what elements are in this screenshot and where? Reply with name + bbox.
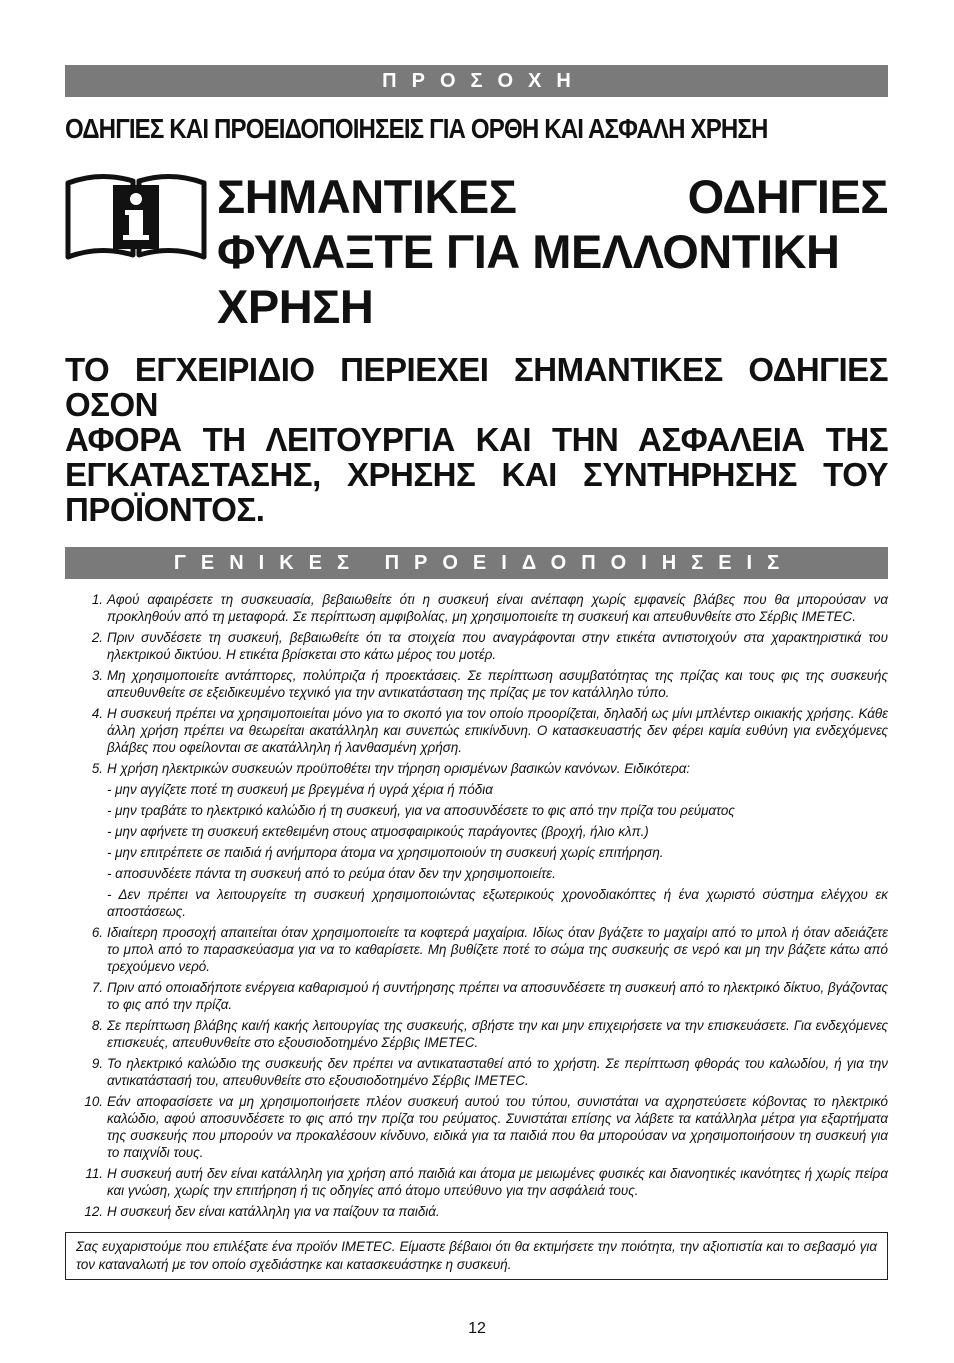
rule-item: - μην τραβάτε το ηλεκτρικό καλώδιο ή τη συσκευή, για να αποσυνδέσετε το φις από την πρίζα του ρεύματος — [107, 803, 735, 818]
rule-item: - μην αγγίζετε ποτέ τη συσκευή με βρεγμένα ή υγρά χέρια ή πόδια — [107, 782, 493, 797]
list-item: 12. Η συσκευή δεν είναι κατάλληλη για να παίζουν τα παιδιά. — [84, 1204, 440, 1219]
page-subtitle: ΟΔΗΓΙΕΣ ΚΑΙ ΠΡΟΕΙΔΟΠΟΙΗΣΕΙΣ ΓΙΑ ΟΡΘΗ ΚΑΙ ΑΣΦΑΛΗ ΧΡΗΣΗ — [65, 113, 768, 144]
rule-item: - μην αφήνετε τη συσκευή εκτεθειμένη στους ατμοσφαιρικούς παράγοντες (βροχή, ήλιο κλπ.) — [107, 824, 649, 839]
rule-item: - μην επιτρέπετε σε παιδιά ή ανήμπορα άτομα να χρησιμοποιούν τη συσκευή χωρίς επιτήρηση. — [107, 845, 664, 860]
manual-line-4: ΠΡΟΪΟΝΤΟΣ. — [65, 491, 265, 528]
list-item: 6. Ιδιαίτερη προσοχή απαιτείται όταν χρησιμοποιείτε τα κοφτερά μαχαίρια. Ιδίως όταν βγάζετε το μαχαίρι από το μπολ ή όταν αδειάζετε το μπολ από το παρασκεύασμα για να το καθαρίσετε. Μη βυθίζετε ποτέ το σώμα της συσκευής σε νερό και μη την βάζετε κάτω από τρεχούμενο νερό. — [91, 925, 888, 974]
list-item: 9. Το ηλεκτρικό καλώδιο της συσκευής δεν πρέπει να αντικατασταθεί από το χρήστη. Σε περίπτωση φθοράς του καλωδίου, ή για την αντικατάστασή του, απευθυνθείτε στο εξουσιοδοτημένο Σέρβις IMETEC. — [91, 1056, 888, 1088]
info-book-icon — [65, 173, 207, 263]
rule-item: - αποσυνδέετε πάντα τη συσκευή από το ρεύμα όταν δεν την χρησιμοποιείτε. — [107, 866, 556, 881]
important-block — [65, 169, 888, 334]
important-line-3: ΧΡΗΣΗ — [217, 280, 374, 333]
page-number: 12 — [468, 1320, 486, 1337]
list-item: 4. Η συσκευή πρέπει να χρησιμοποιείται μόνο για το σκοπό για τον οποίο προορίζεται, δηλαδή ως μίνι μπλέντερ οικιακής χρήσης. Κάθε άλλη χρήση πρέπει να θεωρείται ακατάλληλη και συνεπώς επικίνδυνη. Ο κατασκευαστής δεν φέρει καμία ευθύνη για ενδεχόμενες βλάβες που οφείλονται σε ακατάλληλη ή λανθασμένη χρήση. — [91, 706, 888, 755]
thanks-box: Σας ευχαριστούμε που επιλέξατε ένα προϊόν IMETEC. Είμαστε βέβαιοι ότι θα εκτιμήσετε την ποιότητα, την αξιοπιστία και το σεβασμό για τον καταναλωτή με τον οποίο σχεδιάστηκε και κατασκευάστηκε η συσκευή. — [65, 1232, 888, 1280]
list-item: 10. Εάν αποφασίσετε να μη χρησιμοποιήσετε πλέον συσκευή αυτού του τύπου, συνιστάται να αχρηστεύσετε κόβοντας το ηλεκτρικό καλώδιο, αφού αποσυνδέσετε το φις από την πρίζα του ρεύματος. Συνιστάται επίσης να λάβετε τα κατάλληλα μέτρα για εξαρτήματα της συσκευής που μπορούν να προκαλέσουν κίνδυνο, ειδικά για τα παιδιά που θα μπορούσαν να χρησιμοποιήσουν τη συσκευή για το παιχνίδι τους. — [84, 1094, 888, 1160]
rules-sublist — [107, 781, 888, 920]
list-item: 11. Η συσκευή αυτή δεν είναι κατάλληλη για χρήση από παιδιά και άτομα με μειωμένες φυσικές και διανοητικές ικανότητες ή χωρίς πείρα και γνώση, χωρίς την επιτήρηση ή τις οδηγίες από άτομο υπεύθυνο για την ασφάλειά τους. — [85, 1166, 888, 1198]
list-item: 2. Πριν συνδέσετε τη συσκευή, βεβαιωθείτε ότι τα στοιχεία που αναγράφονται στην ετικέτα αντιστοιχούν στα χαρακτηριστικά του ηλεκτρικού δικτύου. Η ετικέτα βρίσκεται στο κάτω μέρος του μοτέρ. — [91, 630, 888, 662]
manual-line-2: ΑΦΟΡΑ ΤΗ ΛΕΙΤΟΥΡΓΙΑ ΚΑΙ ΤΗΝ ΑΣΦΑΛΕΙΑ ΤΗΣ — [65, 421, 888, 458]
warnings-list — [65, 591, 888, 1220]
manual-line-3: ΕΓΚΑΤΑΣΤΑΣΗΣ, ΧΡΗΣΗΣ ΚΑΙ ΣΥΝΤΗΡΗΣΗΣ ΤΟΥ — [65, 456, 888, 493]
rules-intro: Η χρήση ηλεκτρικών συσκευών προϋποθέτει την τήρηση ορισμένων βασικών κανόνων. Ειδικότερα: — [107, 761, 691, 776]
list-item: 5. Η χρήση ηλεκτρικών συσκευών προϋποθέτει την τήρηση ορισμένων βασικών κανόνων. Ειδικότερα: - μην αγγίζετε ποτέ τη συσκευή με βρεγμένα ή υγρά χέρια ή πόδια - μην τραβάτε το ηλεκτρικό καλώδιο ή τη συσκευή, για να αποσυνδέσετε το φις από την πρίζα του ρεύματος - μην αφήνετε τη συσκευή εκτεθειμένη στους ατμοσφαιρικούς παράγοντες (βροχή, ήλιο κλπ.) - μην επιτρέπετε σε παιδιά ή ανήμπορα άτομα να χρησιμοποιούν τη συσκευή χωρίς επιτήρηση. - αποσυνδέετε πάντα τη συσκευή από το ρεύμα όταν δεν την χρησιμοποιείτε. - Δεν πρέπει να λειτουργείτε τη συσκευή χρησιμοποιώντας εξωτερικούς χρονοδιακόπτες ή ένα χωριστό σύστημα ελέγχου εκ αποστάσεως. — [91, 761, 888, 919]
list-item: 7. Πριν από οποιαδήποτε ενέργεια καθαρισμού ή συντήρησης πρέπει να αποσυνδέσετε τη συσκευή από το ηλεκτρικό δίκτυο, βγάζοντας το φις από την πρίζα. — [91, 980, 888, 1012]
manual-line-1: ΤΟ ΕΓΧΕΙΡΙΔΙΟ ΠΕΡΙΕΧΕΙ ΣΗΜΑΝΤΙΚΕΣ ΟΔΗΓΙΕΣ ΟΣΟΝ — [65, 351, 888, 423]
manual-page — [65, 65, 888, 1280]
list-item: 3. Μη χρησιμοποιείτε αντάπτορες, πολύπριζα ή προεκτάσεις. Σε περίπτωση ασυμβατότητας της πρίζας και τους φις της συσκευής απευθυνθείτε σε εξειδικευμένο τεχνικό για την αντικατάσταση της πρίζας με τον κατάλληλο τύπο. — [91, 668, 888, 700]
general-warnings-band: ΓΕΝΙΚΕΣ ΠΡΟΕΙΔΟΠΟΙΗΣΕΙΣ — [65, 547, 888, 579]
manual-notice — [65, 352, 888, 527]
list-item: 8. Σε περίπτωση βλάβης και/ή κακής λειτουργίας της συσκευής, σβήστε την και μην επιχειρήσετε να την επισκευάσετε. Για ενδεχόμενες επισκευές, απευθυνθείτε στο εξουσιοδοτημένο Σέρβις IMETEC. — [91, 1018, 888, 1050]
important-line-1: ΣΗΜΑΝΤΙΚΕΣ ΟΔΗΓΙΕΣ — [217, 170, 888, 223]
list-item: 1. Αφού αφαιρέσετε τη συσκευασία, βεβαιωθείτε ότι η συσκευή είναι ανέπαφη χωρίς εμφανείς βλάβες που θα μπορούσαν να προκληθούν από τη μεταφορά. Σε περίπτωση αμφιβολίας, μη χρησιμοποιείτε τη συσκευή και απευθυνθείτε στο Σέρβις IMETEC. — [91, 592, 888, 624]
header-band: ΠΡΟΣΟΧΗ — [65, 65, 888, 97]
important-heading — [217, 169, 888, 334]
important-line-2: ΦΥΛΑΞΤΕ ΓΙΑ ΜΕΛΛΟΝΤΙΚΗ — [217, 225, 840, 278]
rule-item: - Δεν πρέπει να λειτουργείτε τη συσκευή χρησιμοποιώντας εξωτερικούς χρονοδιακόπτες ή ένα χωριστό σύστημα ελέγχου εκ αποστάσεως. — [107, 887, 888, 919]
